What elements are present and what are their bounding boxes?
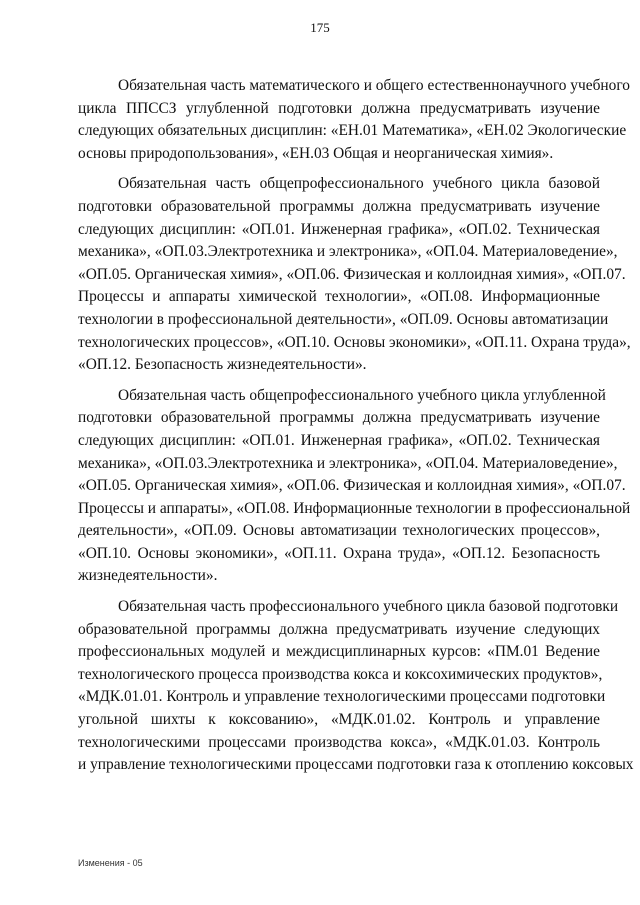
text-line: цикла ППССЗ углубленной подготовки должна предусматривать изучение xyxy=(78,99,600,117)
page-number: 175 xyxy=(310,20,330,35)
text-line: Обязательная часть общепрофессионального учебного цикла базовой xyxy=(118,175,600,193)
text-line: механика», «ОП.03.Электротехника и электроника», «ОП.04. Материаловедение», xyxy=(78,454,618,472)
text-line: технологического процесса производства кокса и коксохимических продуктов», xyxy=(78,665,603,683)
text-line: следующих обязательных дисциплин: «ЕН.01 Математика», «ЕН.02 Экологические xyxy=(78,122,627,140)
paragraph-professional-cycle xyxy=(78,596,634,777)
text-line: основы природопользования», «ЕН.03 Общая и неорганическая химия». xyxy=(78,144,554,162)
text-line: следующих дисциплин: «ОП.01. Инженерная графика», «ОП.02. Техническая xyxy=(78,431,600,449)
paragraph-general-professional-advanced xyxy=(78,385,631,588)
text-line: технологическими процессами производства кокса», «МДК.01.03. Контроль xyxy=(78,733,600,751)
text-line: технологии в профессиональной деятельности», «ОП.09. Основы автоматизации xyxy=(78,310,609,328)
text-line: «ОП.12. Безопасность жизнедеятельности». xyxy=(78,356,367,374)
paragraph-natural-science-cycle xyxy=(78,75,630,165)
footer-revision-note: Изменения - 05 xyxy=(78,858,143,868)
text-line: Процессы и аппараты», «ОП.08. Информационные технологии в профессиональной xyxy=(78,499,631,517)
text-line: Обязательная часть профессионального учебного цикла базовой подготовки xyxy=(118,598,619,616)
text-line: подготовки образовательной программы должна предусматривать изучение xyxy=(78,409,600,427)
text-line: профессиональных модулей и междисциплинарных курсов: «ПМ.01 Ведение xyxy=(78,643,600,661)
text-line: жизнедеятельности». xyxy=(78,567,218,585)
text-line: подготовки образовательной программы должна предусматривать изучение xyxy=(78,197,600,215)
text-line: угольной шихты к коксованию», «МДК.01.02. Контроль и управление xyxy=(78,711,600,729)
text-line: Обязательная часть общепрофессионального учебного цикла углубленной xyxy=(118,386,606,404)
document-body xyxy=(78,75,634,785)
text-line: «ОП.05. Органическая химия», «ОП.06. Физическая и коллоидная химия», «ОП.07. xyxy=(78,265,626,283)
text-line: «ОП.10. Основы экономики», «ОП.11. Охрана труда», «ОП.12. Безопасность xyxy=(78,544,600,562)
text-line: Процессы и аппараты химической технологии», «ОП.08. Информационные xyxy=(78,288,600,306)
paragraph-general-professional-basic xyxy=(78,173,631,376)
text-line: Обязательная часть математического и общего естественнонаучного учебного xyxy=(118,77,630,94)
text-line: технологических процессов», «ОП.10. Основы экономики», «ОП.11. Охрана труда», xyxy=(78,333,631,351)
text-line: следующих дисциплин: «ОП.01. Инженерная графика», «ОП.02. Техническая xyxy=(78,220,600,238)
text-line: механика», «ОП.03.Электротехника и электроника», «ОП.04. Материаловедение», xyxy=(78,243,618,261)
text-line: «ОП.05. Органическая химия», «ОП.06. Физическая и коллоидная химия», «ОП.07. xyxy=(78,477,626,495)
text-line: и управление технологическими процессами подготовки газа к отоплению коксовых xyxy=(78,756,634,774)
text-line: образовательной программы должна предусматривать изучение следующих xyxy=(78,620,600,638)
text-line: «МДК.01.01. Контроль и управление технологическими процессами подготовки xyxy=(78,688,606,706)
text-line: деятельности», «ОП.09. Основы автоматизации технологических процессов», xyxy=(78,522,600,540)
